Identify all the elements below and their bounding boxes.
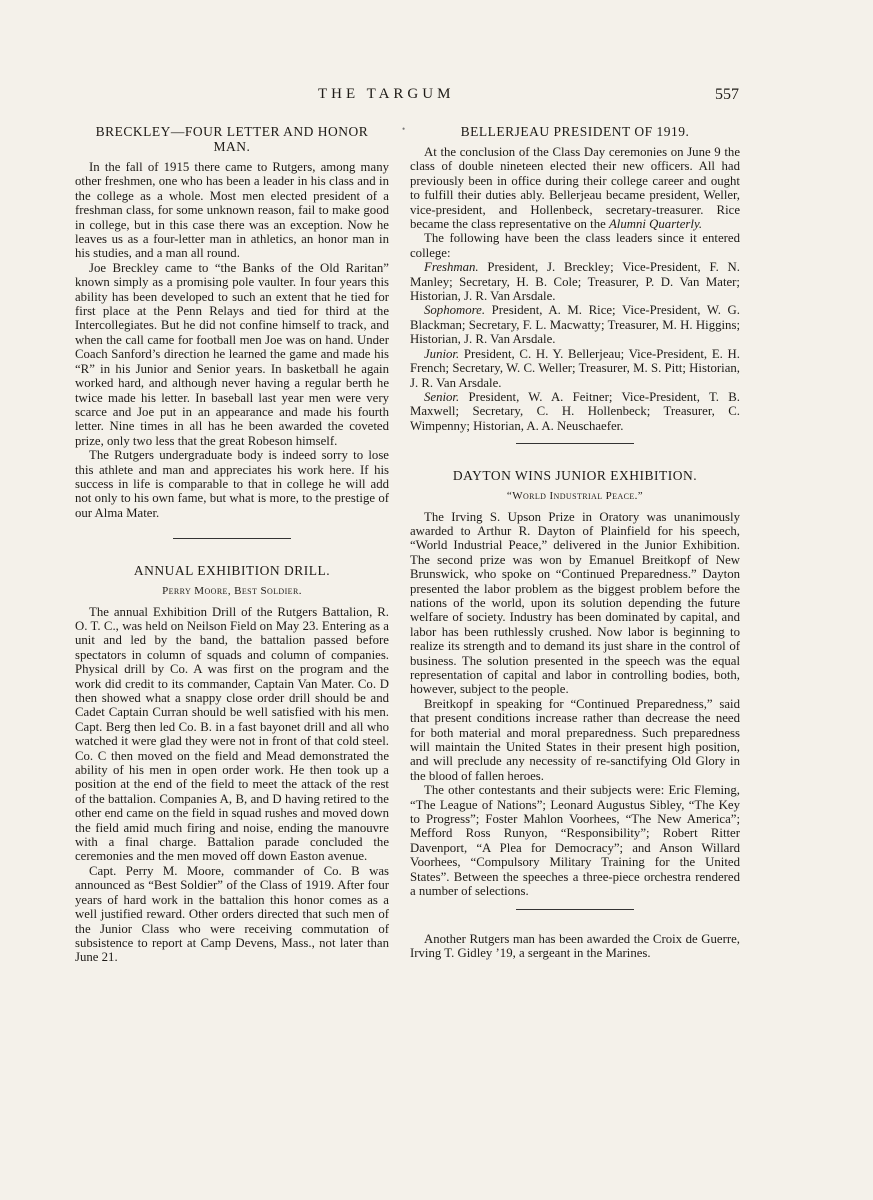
article-subtitle-drill: Perry Moore, Best Soldier. <box>162 585 302 598</box>
class-officers: Senior. President, W. A. Feitner; Vice-President, T. B. Maxwell; Secretary, C. H. Hollenbeck; Treasurer, C. Wimpenny; Historian, A. A. Neuschaefer. <box>410 389 740 433</box>
section-divider <box>173 538 291 539</box>
article-title-bellerjeau: BELLERJEAU PRESIDENT OF 1919. <box>460 124 690 139</box>
article-title-drill: ANNUAL EXHIBITION DRILL. <box>133 563 331 579</box>
croix-de-guerre-note: Another Rutgers man has been awarded the Croix de Guerre, Irving T. Gidley ’19, a sergeant in the Marines. <box>410 931 740 960</box>
running-head: THE TARGUM <box>318 86 455 102</box>
left-column <box>75 124 389 965</box>
right-column <box>410 124 740 960</box>
margin-dot: • <box>402 124 406 134</box>
section-divider <box>516 443 634 444</box>
paragraph: Joe Breckley came to “the Banks of the Old Raritan” known simply as a promising pole vaulter. In four years this ability has been developed to such an extent that he tied for first place at the Penn Relays and tied for third at the Intercollegiates. But he did not confine himself to track, and when the call came for football men Joe was on hand. Under Coach Sanford’s direction he learned the game and made his “R” in his Junior and Senior years. In basketball he again worked hard, and although never having a regular berth he twice made his letter. In baseball last year men were very scarce and Joe put in an appearance and made his fourth letter. Nine times in all has he been awarded the coveted prize, only two less that the great Robeson himself. <box>75 260 389 448</box>
paragraph: The other contestants and their subjects were: Eric Fleming, “The League of Nations”; Leonard Augustus Sibley, “The Key to Progress”; Foster Mahlon Voorhees, “The New America”; Mefford Ross Runyon, “Responsibility”; Robert Ritter Davenport, “A Plea for Democracy”; and Anson Willard Voorhees, “Compulsory Military Training for the United States”. Between the speeches a three-piece orchestra rendered a number of selections. <box>410 783 740 899</box>
paragraph: The Irving S. Upson Prize in Oratory was unanimously awarded to Arthur R. Dayton of Plainfield for his speech, “World Industrial Peace,” delivered in the Junior Exhibition. The second prize was won by Emanuel Breitkopf of New Brunswick, who spoke on “Continued Preparedness.” Dayton presented the labor problem as the biggest problem before the nations of the world, upon its solution depending the future welfare of society. Industry has been dominated by capital, and labor has been ruthlessly crushed. Now labor is beginning to realize its strength and to demand its just share in the control of business. The solution presented in the speech was the equal representation of capital and labor in controlling bodies, both, however, subject to the people. <box>410 509 740 697</box>
paragraph: Breitkopf in speaking for “Continued Preparedness,” said that present conditions increase rather than decrease the need for both material and moral preparedness. Such preparedness will maintain the United States in their present high position, and will preclude any necessity of re-sanctifying Old Glory in the blood of fallen heroes. <box>410 696 740 783</box>
class-officers: Freshman. President, J. Breckley; Vice-President, F. N. Manley; Secretary, H. B. Cole; Treasurer, P. D. Van Mater; Historian, J. R. Van Arsdale. <box>410 260 740 304</box>
paragraph <box>410 145 740 231</box>
paragraph: Capt. Perry M. Moore, commander of Co. B was announced as “Best Soldier” of the Class of 1919. After four years of hard work in the battalion this honor comes as a well justified reward. Other orders directed that such men of the Junior Class who were receiving commutation of subsistence to report at Camp Devens, Mass., not later than June 21. <box>75 863 389 965</box>
paragraph: The following have been the class leaders since it entered college: <box>410 231 740 260</box>
article-title-breckley: BRECKLEY—FOUR LETTER AND HONOR MAN. <box>95 124 369 154</box>
article-title-dayton: DAYTON WINS JUNIOR EXHIBITION. <box>452 468 698 484</box>
article-subtitle-dayton: “World Industrial Peace.” <box>506 490 644 503</box>
paragraph: The annual Exhibition Drill of the Rutgers Battalion, R. O. T. C., was held on Neilson Field on May 23. Entering as a unit and led by the band, the battalion passed before spectators in column of squads and column of companies. Physical drill by Co. A was first on the program and the work did credit to its commander, Captain Van Mater. Co. D then showed what a snappy close order drill should be and Cadet Captain Curran should be well satisfied with his men. Capt. Berg then led Co. B. in a fast bayonet drill and all who watched it were glad they were not in front of that cold steel. Co. C then moved on the field and Mead demonstrated the ability of his men in open order work. He then took up a position at the end of the field to meet the attack of the rest of the battalion. Companies A, B, and D having retired to the other end came on the field in squad rushes and moved down the field amid much firing and noise, ending the manouvre with a final charge. Battalion parade concluded the ceremonies and the men moved off down Easton avenue. <box>75 604 389 864</box>
section-divider <box>516 909 634 910</box>
paragraph: In the fall of 1915 there came to Rutgers, among many other freshmen, one who has been a leader in his class and in the college as a whole. Most men elected president of a freshman class, for some unknown reason, fail to make good in college, but in this case there was an exception. Now he leaves us as a four-letter man in athletics, an honor man in his studies, and a man all round. <box>75 160 389 261</box>
alumni-quarterly: Alumni Quarterly. <box>608 217 703 232</box>
paragraph-text: At the conclusion of the Class Day ceremonies on June 9 the class of double nineteen elected their new officers. All had previously been in office during their college career and ought to fulfill their duties ably. Bellerjeau became president, Weller, vice-president, and Hollenbeck, secretary-treasurer. Rice became the class representative on the <box>410 145 740 232</box>
class-officers: Junior. President, C. H. Y. Bellerjeau; Vice-President, E. H. French; Secretary, W. C. Weller; Treasurer, M. S. Pitt; Historian, J. R. Van Arsdale. <box>410 346 740 390</box>
paragraph: The Rutgers undergraduate body is indeed sorry to lose this athlete and man and appreciates his work here. If his success in life is comparable to that in college he will add not only to his own fame, but what is more, to the prestige of our Alma Mater. <box>75 448 389 520</box>
page-number: 557 <box>715 86 739 103</box>
class-officers: Sophomore. President, A. M. Rice; Vice-President, W. G. Blackman; Secretary, F. L. Macwatty; Treasurer, M. H. Higgins; Historian, J. R. Van Arsdale. <box>410 303 740 347</box>
